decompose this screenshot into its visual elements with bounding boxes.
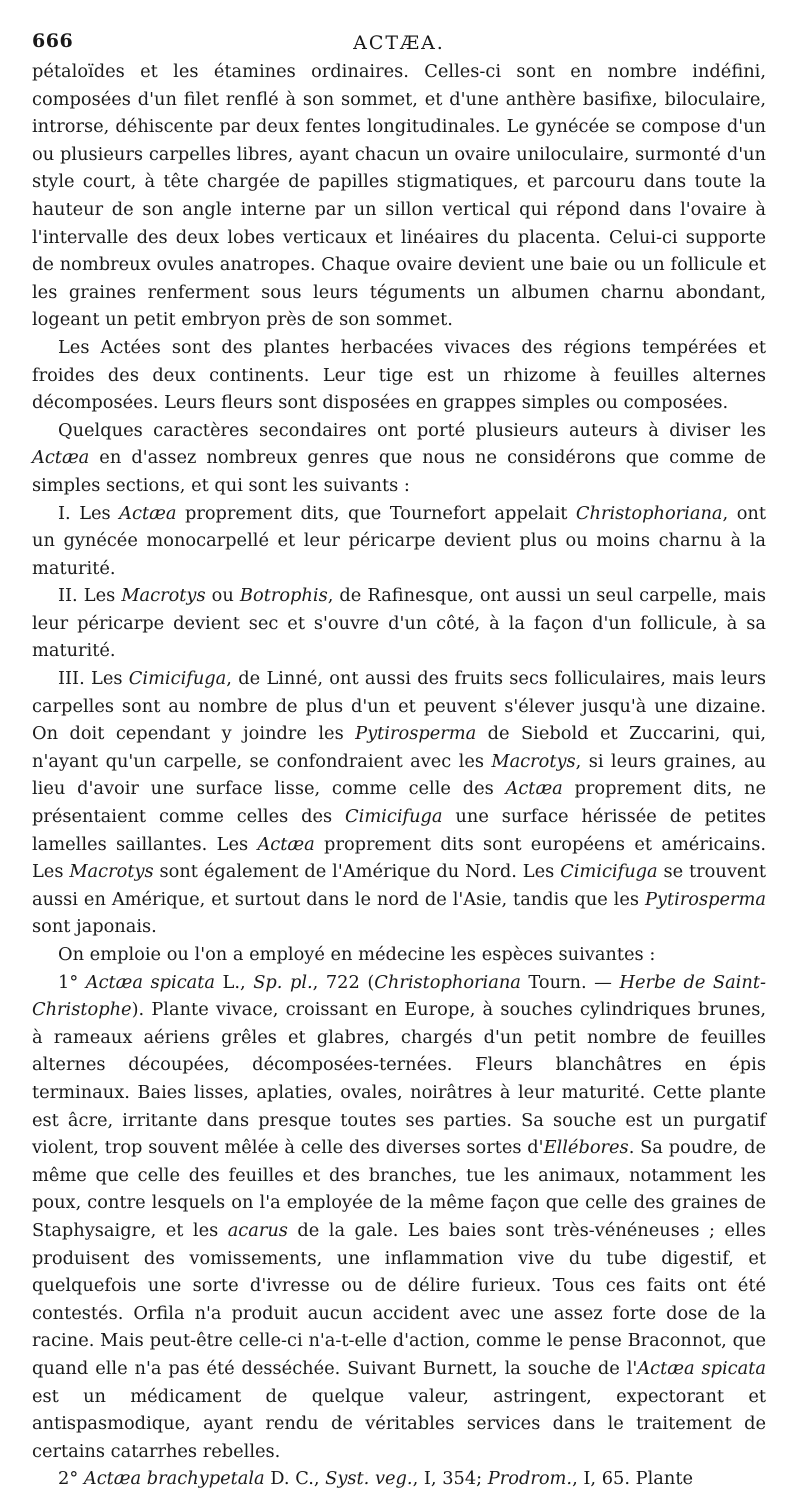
page-number: 666	[32, 30, 74, 52]
text-run: proprement dits, que Tournefort appelait	[176, 502, 576, 524]
body-text	[32, 58, 766, 1493]
italic-term: Sp. pl.	[253, 971, 313, 993]
text-run: , si leurs graines, au lieu d'avoir une surface lisse, comme celle des	[32, 750, 766, 800]
paragraph-flower-description	[32, 58, 766, 334]
italic-term: Actæa	[505, 778, 563, 800]
text-run: une surface hérissée de petites lamelles saillantes. Les	[32, 806, 767, 855]
text-run: , 722 (	[312, 971, 375, 993]
italic-term: Herbe de Saint-Christophe	[32, 971, 766, 1021]
text-run: sont également de l'Amérique du Nord. Les	[153, 861, 561, 883]
paragraph-sections-intro	[32, 417, 766, 500]
italic-term: Prodrom.	[487, 1468, 573, 1490]
text-run: Quelques caractères secondaires ont porté plusieurs auteurs à diviser les	[58, 419, 766, 441]
italic-term: Actæa	[32, 447, 90, 469]
italic-term: Actæa	[257, 833, 315, 855]
text-run: ou	[205, 585, 240, 607]
text-run: 1°	[58, 971, 86, 993]
text-run: , de Linné, ont aussi des fruits secs folliculaires, mais leurs carpelles sont au nombre de plus d'un et peuvent s'élever jusqu'à une dizaine. On doit cependant y joindre les	[32, 668, 767, 745]
text-run: en d'assez nombreux genres que nous ne considérons que comme de simples sections, et qui sont les suivants :	[32, 447, 766, 496]
paragraph-habitat	[32, 334, 766, 417]
text-run: proprement dits, ne présentaient comme celles des	[32, 778, 766, 828]
italic-term: Botrophis	[239, 585, 328, 607]
paragraph-actaea-brachypetala	[32, 1465, 766, 1493]
book-page	[32, 20, 766, 1493]
text-run: est un médicament de quelque valeur, astringent, expectorant et antispasmodique, ayant rendu de véritables services dans le traitement de certains catarrhes rebelles.	[32, 1385, 766, 1462]
text-run: II. Les	[58, 585, 122, 607]
text-run: ). Plante vivace, croissant en Europe, à souches cylindriques brunes, à rameaux aériens grêles et glabres, chargés d'un petit nombre de feuilles alternes découpées, décomposées-ternées. Fleurs blanchâtres en épis terminaux. Baies lisses, aplaties, ovales, noirâtres à leur maturité. Cette plante est âcre, irritante dans presque toutes ses parties. Sa souche est un purgatif violent, trop souvent mêlée à celle des diverses sortes d'	[32, 999, 766, 1159]
italic-term: acarus	[227, 1219, 288, 1241]
italic-term: Pytirosperma	[644, 888, 766, 910]
text-run: sont japonais.	[32, 916, 157, 938]
italic-term: Actæa spicata	[637, 1357, 766, 1379]
italic-term: Actæa spicata	[85, 971, 216, 993]
text-run: Tourn. —	[520, 971, 620, 993]
text-run: I. Les	[58, 502, 120, 524]
text-run: D. C.,	[264, 1468, 326, 1490]
italic-term: Ellébores	[543, 1137, 629, 1159]
text-run: . Sa poudre, de même que celle des feuilles et des branches, tue les animaux, notamment les poux, contre lesquels on l'a employée de la même façon que celle des graines de Staphysaigre, et les	[32, 1137, 766, 1241]
paragraph-section-macrotys	[32, 582, 766, 665]
italic-term: Syst. veg.	[325, 1468, 413, 1490]
text-run: Les Actées sont des plantes herbacées vivaces des régions tempérées et froides des deux continents. Leur tige est un rhizome à feuilles alternes décomposées. Leurs fleurs sont disposées en grappes simples ou composées.	[32, 336, 766, 414]
text-run: L.,	[215, 971, 254, 993]
page-header	[32, 20, 766, 58]
text-run: proprement dits sont européens et américains. Les	[32, 833, 766, 883]
italic-term: Christophoriana	[374, 971, 521, 993]
italic-term: Cimicifuga	[128, 668, 227, 690]
text-run: de Siebold et Zuccarini, qui, n'ayant qu'un carpelle, se confondraient avec les	[32, 723, 766, 772]
italic-term: Pytirosperma	[355, 723, 477, 745]
italic-term: Actæa brachypetala	[83, 1468, 265, 1490]
italic-term: Macrotys	[121, 585, 206, 607]
italic-term: Cimicifuga	[560, 861, 658, 883]
italic-term: Cimicifuga	[345, 806, 443, 828]
italic-term: Christophoriana	[575, 502, 723, 524]
italic-term: Macrotys	[69, 861, 154, 883]
running-title: ACTÆA.	[353, 32, 445, 54]
paragraph-section-actaea	[32, 500, 766, 583]
text-run: On emploie ou l'on a employé en médecine les espèces suivantes :	[58, 944, 656, 965]
text-run: se trouvent aussi en Amérique, et surtout dans le nord de l'Asie, tandis que les	[32, 861, 767, 910]
text-run: , de Rafinesque, ont aussi un seul carpelle, mais leur péricarpe devient sec et s'ouvre d'un côté, à la façon d'un follicule, à sa maturité.	[32, 585, 766, 662]
paragraph-actaea-spicata	[32, 969, 766, 1466]
text-run: , ont un gynécée monocarpellé et leur péricarpe devient plus ou moins charnu à la maturité.	[32, 502, 767, 579]
italic-term: Macrotys	[491, 750, 576, 772]
text-run: , I, 354;	[412, 1468, 488, 1490]
text-run: III. Les	[58, 668, 129, 690]
text-run: , I, 65. Plante	[572, 1468, 694, 1490]
text-run: pétaloïdes et les étamines ordinaires. Celles-ci sont en nombre indéfini, composées d'un filet renflé à son sommet, et d'une anthère basifixe, biloculaire, introrse, déhiscente par deux fentes longitudinales. Le gynécée se compose d'un ou plusieurs carpelles libres, ayant chacun un ovaire uniloculaire, surmonté d'un style court, à tête chargée de papilles stigmatiques, et parcouru dans toute la hauteur de son angle interne par un sillon vertical qui répond dans l'ovaire à l'intervalle des deux lobes verticaux et linéaires du placenta. Celui-ci supporte de nombreux ovules anatropes. Chaque ovaire devient une baie ou un follicule et les graines renferment sous leurs téguments un albumen charnu abondant, logeant un petit embryon près de son sommet.	[32, 61, 766, 331]
text-run: de la gale. Les baies sont très-vénéneuses ; elles produisent des vomissements, une inflammation vive du tube digestif, et quelquefois une sorte d'ivresse ou de délire furieux. Tous ces faits ont été contestés. Orfila n'a produit aucun accident avec une assez forte dose de la racine. Mais peut-être celle-ci n'a-t-elle d'action, comme le pense Braconnot, que quand elle n'a pas été desséchée. Suivant Burnett, la souche de l'	[32, 1219, 766, 1379]
italic-term: Actæa	[119, 502, 177, 524]
text-run: 2°	[58, 1468, 84, 1490]
paragraph-section-cimicifuga	[32, 665, 766, 941]
paragraph-medical-species-intro	[32, 941, 766, 969]
